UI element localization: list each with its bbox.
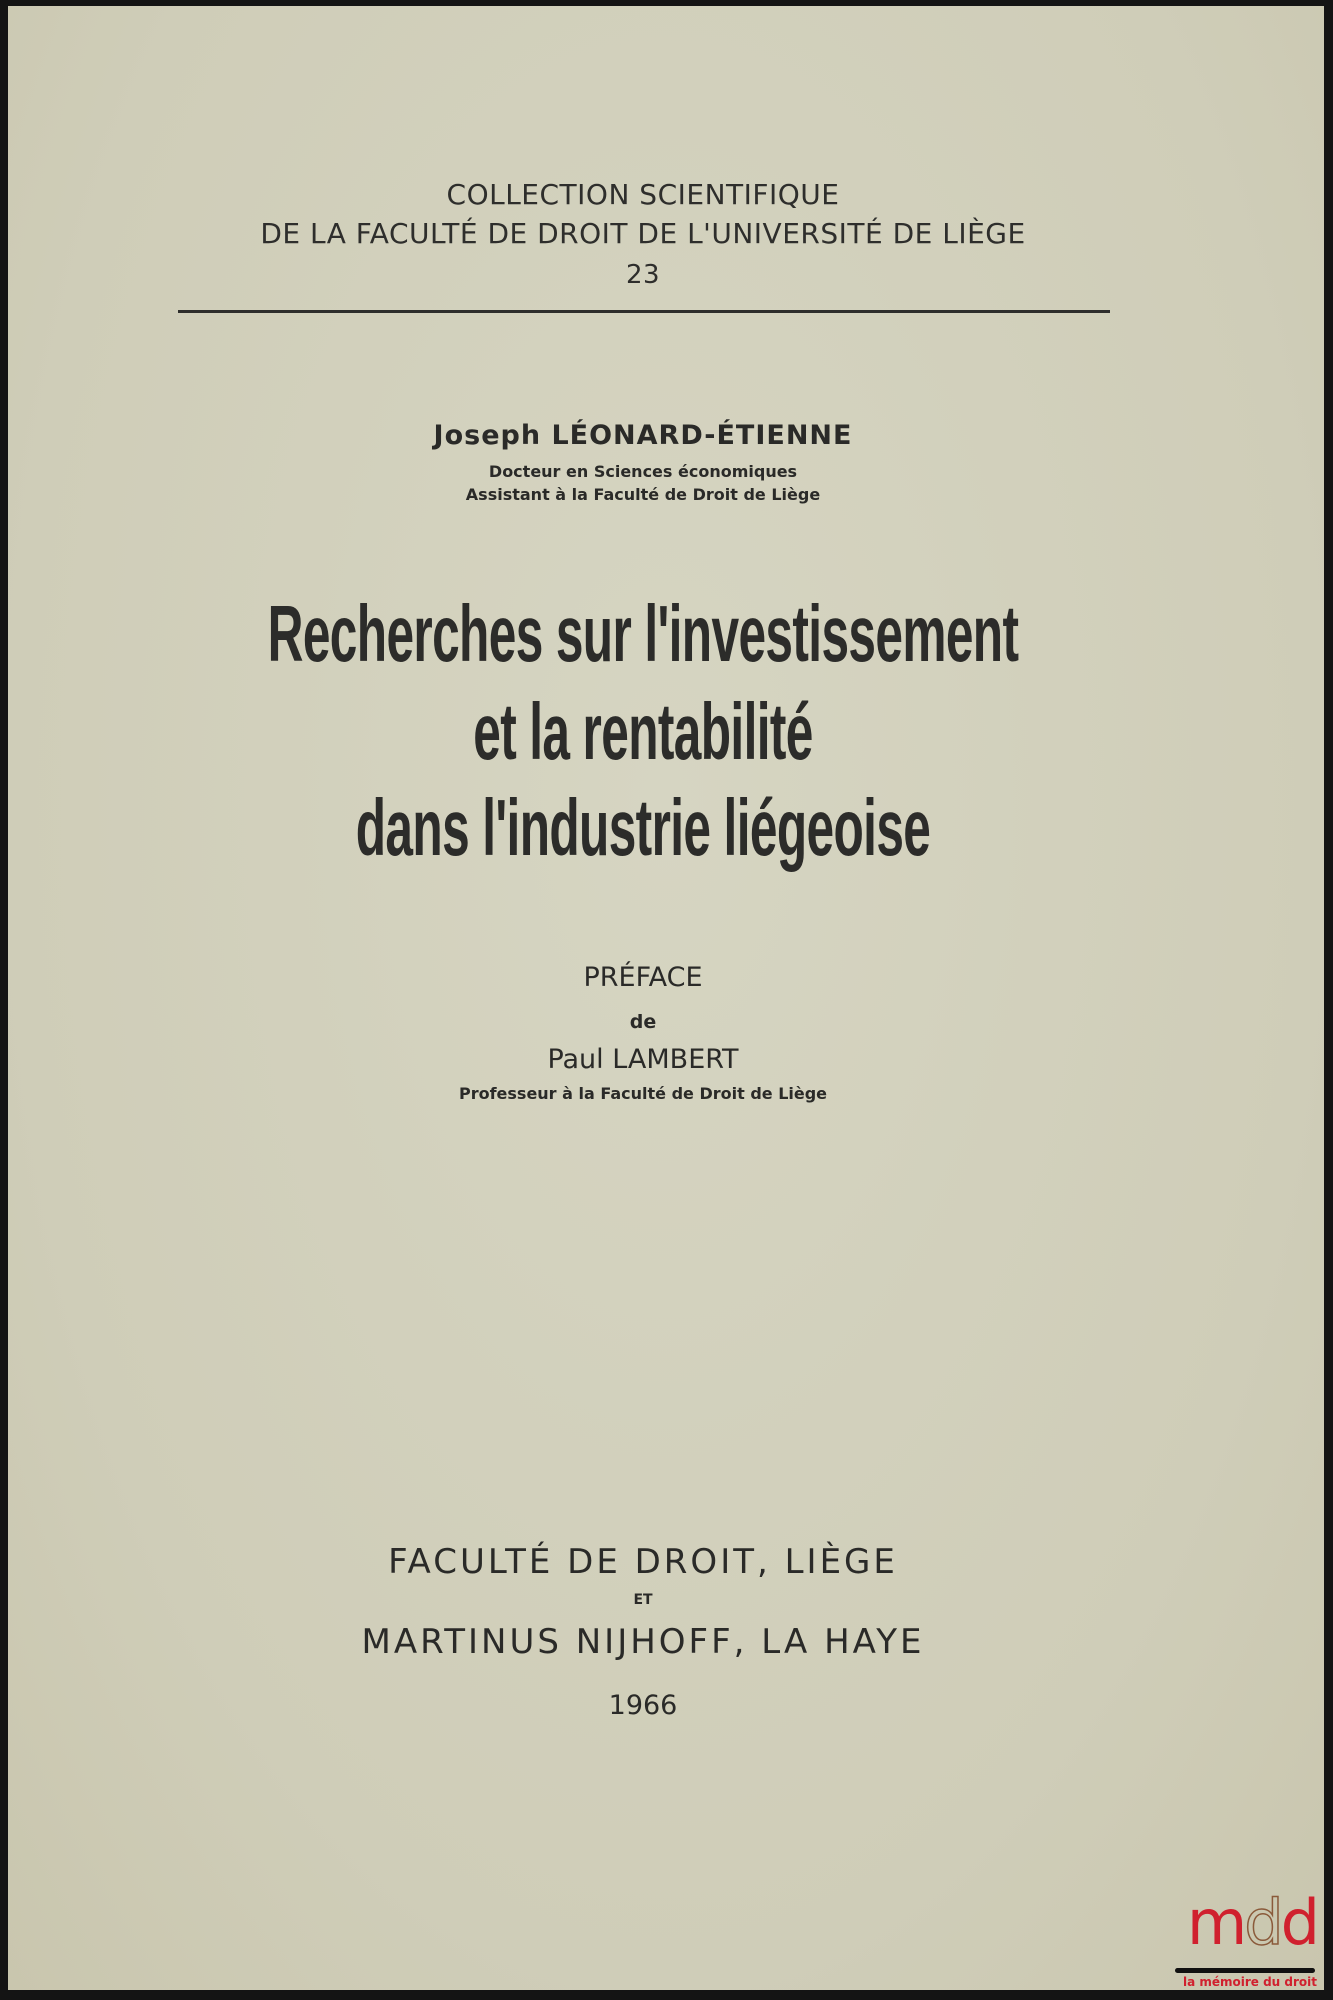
preface-de: de	[629, 1011, 657, 1033]
logo-tagline: la mémoire du droit	[1182, 1975, 1317, 1989]
series-name-line1: COLLECTION SCIENTIFIQUE	[446, 178, 840, 211]
series-name-line2: DE LA FACULTÉ DE DROIT DE L'UNIVERSITÉ DE LIÈGE	[260, 217, 1026, 250]
logo-bar	[1175, 1968, 1315, 1973]
author-title-1: Docteur en Sciences économiques	[488, 462, 798, 481]
mdd-logo	[1169, 1882, 1319, 1992]
divider-rule	[178, 310, 1110, 313]
publisher-line-1: FACULTÉ DE DROIT, LIÈGE	[388, 1542, 898, 1582]
book-title-line-3: dans l'industrie liégeoise	[355, 783, 931, 872]
author-title-2: Assistant à la Faculté de Droit de Liège	[465, 485, 821, 504]
publication-year: 1966	[608, 1690, 678, 1721]
publisher-et: ET	[633, 1592, 653, 1608]
preface-author: Paul LAMBERT	[547, 1044, 739, 1075]
series-number: 23	[625, 260, 661, 290]
preface-author-role: Professeur à la Faculté de Droit de Liège	[458, 1084, 828, 1103]
preface-label: PRÉFACE	[583, 962, 703, 993]
book-cover	[8, 6, 1324, 1990]
logo-mark: mdd	[1186, 1886, 1317, 1959]
author-name: Joseph LÉONARD-ÉTIENNE	[433, 420, 853, 451]
publisher-line-2: MARTINUS NIJHOFF, LA HAYE	[361, 1622, 925, 1662]
book-title-line-2: et la rentabilité	[473, 687, 813, 776]
book-title-line-1: Recherches sur l'investissement	[267, 589, 1019, 678]
